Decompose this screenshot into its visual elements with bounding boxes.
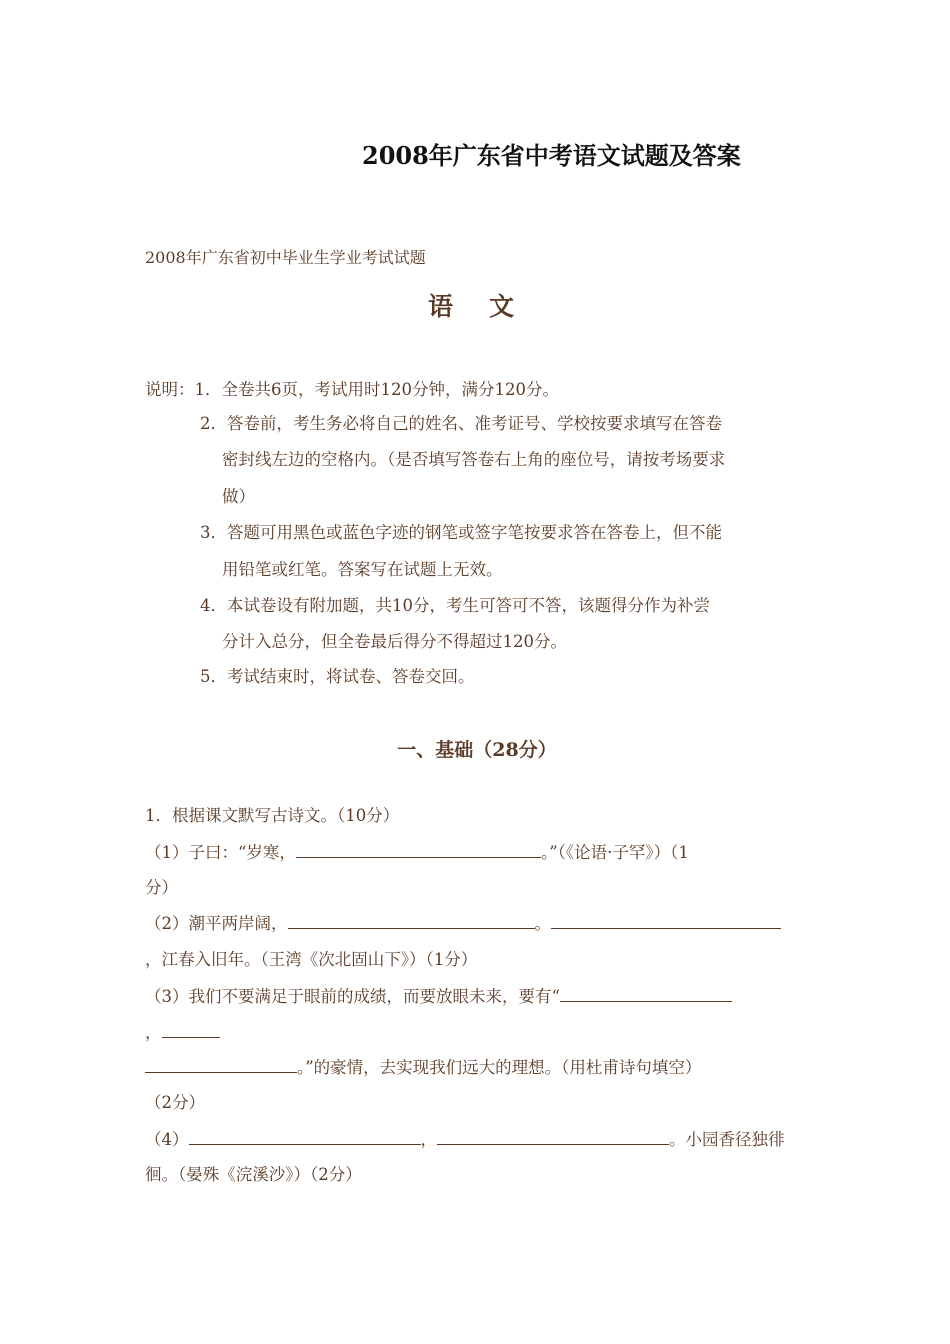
question-1-1 <box>145 842 689 863</box>
instructions-label: 说明： <box>145 380 195 399</box>
instruction-item-1: 1．全卷共6页，考试用时120分钟，满分120分。 <box>194 380 559 399</box>
instruction-item-5: 5．考试结束时，将试卷、答卷交回。 <box>200 667 475 686</box>
answer-blank[interactable] <box>560 986 732 1002</box>
answer-blank[interactable] <box>551 913 781 929</box>
exam-subtitle: 2008年广东省初中毕业生学业考试试题 <box>145 248 426 267</box>
instruction-item-3-cont: 用铅笔或红笔。答案写在试题上无效。 <box>222 560 503 579</box>
instruction-item-4-cont: 分计入总分，但全卷最后得分不得超过120分。 <box>222 632 567 651</box>
q1-4-mid: ， <box>420 1130 437 1149</box>
q1-4-prefix: （4） <box>145 1130 189 1149</box>
question-1-3 <box>145 986 732 1007</box>
q1-3-prefix: （3）我们不要满足于眼前的成绩，而要放眼未来，要有“ <box>145 987 560 1006</box>
q1-3-score: （2分） <box>145 1093 205 1112</box>
instruction-item-4: 4．本试卷设有附加题，共10分，考生可答可不答，该题得分作为补尝 <box>200 596 710 615</box>
document-title: 2008年广东省中考语文试题及答案 <box>362 141 741 170</box>
answer-blank[interactable] <box>288 913 535 929</box>
subject-heading: 语文 <box>427 292 550 321</box>
section-heading-basics: 一、基础（28分） <box>397 739 557 761</box>
q1-3-line3 <box>145 1057 701 1078</box>
q1-1-suffix: 。”（《论语·子罕》）（1 <box>540 843 689 862</box>
instruction-item-2: 2．答卷前，考生务必将自己的姓名、准考证号、学校按要求填写在答卷 <box>200 414 722 433</box>
question-1-stem: 1．根据课文默写古诗文。（10分） <box>145 806 400 825</box>
q1-2-cont: ，江春入旧年。（王湾《次北固山下》）（1分） <box>145 950 478 969</box>
answer-blank[interactable] <box>189 1129 421 1145</box>
q1-4-suffix: 。小园香径独徘 <box>669 1130 785 1149</box>
question-1-4 <box>145 1129 785 1150</box>
question-1-2 <box>145 913 781 934</box>
answer-blank[interactable] <box>145 1057 297 1073</box>
answer-blank[interactable] <box>437 1129 669 1145</box>
q1-1-prefix: （1）子曰：“岁寒， <box>145 843 296 862</box>
q1-1-cont: 分） <box>145 878 178 897</box>
answer-blank[interactable] <box>162 1022 220 1038</box>
q1-2-prefix: （2）潮平两岸阔， <box>145 914 288 933</box>
q1-2-mid: 。 <box>534 914 551 933</box>
q1-3-comma: ， <box>145 1023 162 1042</box>
q1-4-cont: 徊。（晏殊《浣溪沙》）（2分） <box>145 1165 362 1184</box>
instruction-item-2-cont2: 做） <box>222 487 255 506</box>
answer-blank[interactable] <box>296 842 541 858</box>
q1-3-suffix: 。”的豪情，去实现我们远大的理想。（用杜甫诗句填空） <box>297 1058 702 1077</box>
instructions-line-1 <box>145 380 559 400</box>
q1-3-line2 <box>145 1022 220 1043</box>
instruction-item-3: 3．答题可用黑色或蓝色字迹的钢笔或签字笔按要求答在答卷上，但不能 <box>200 523 722 542</box>
instruction-item-2-cont: 密封线左边的空格内。（是否填写答卷右上角的座位号，请按考场要求 <box>222 450 726 469</box>
